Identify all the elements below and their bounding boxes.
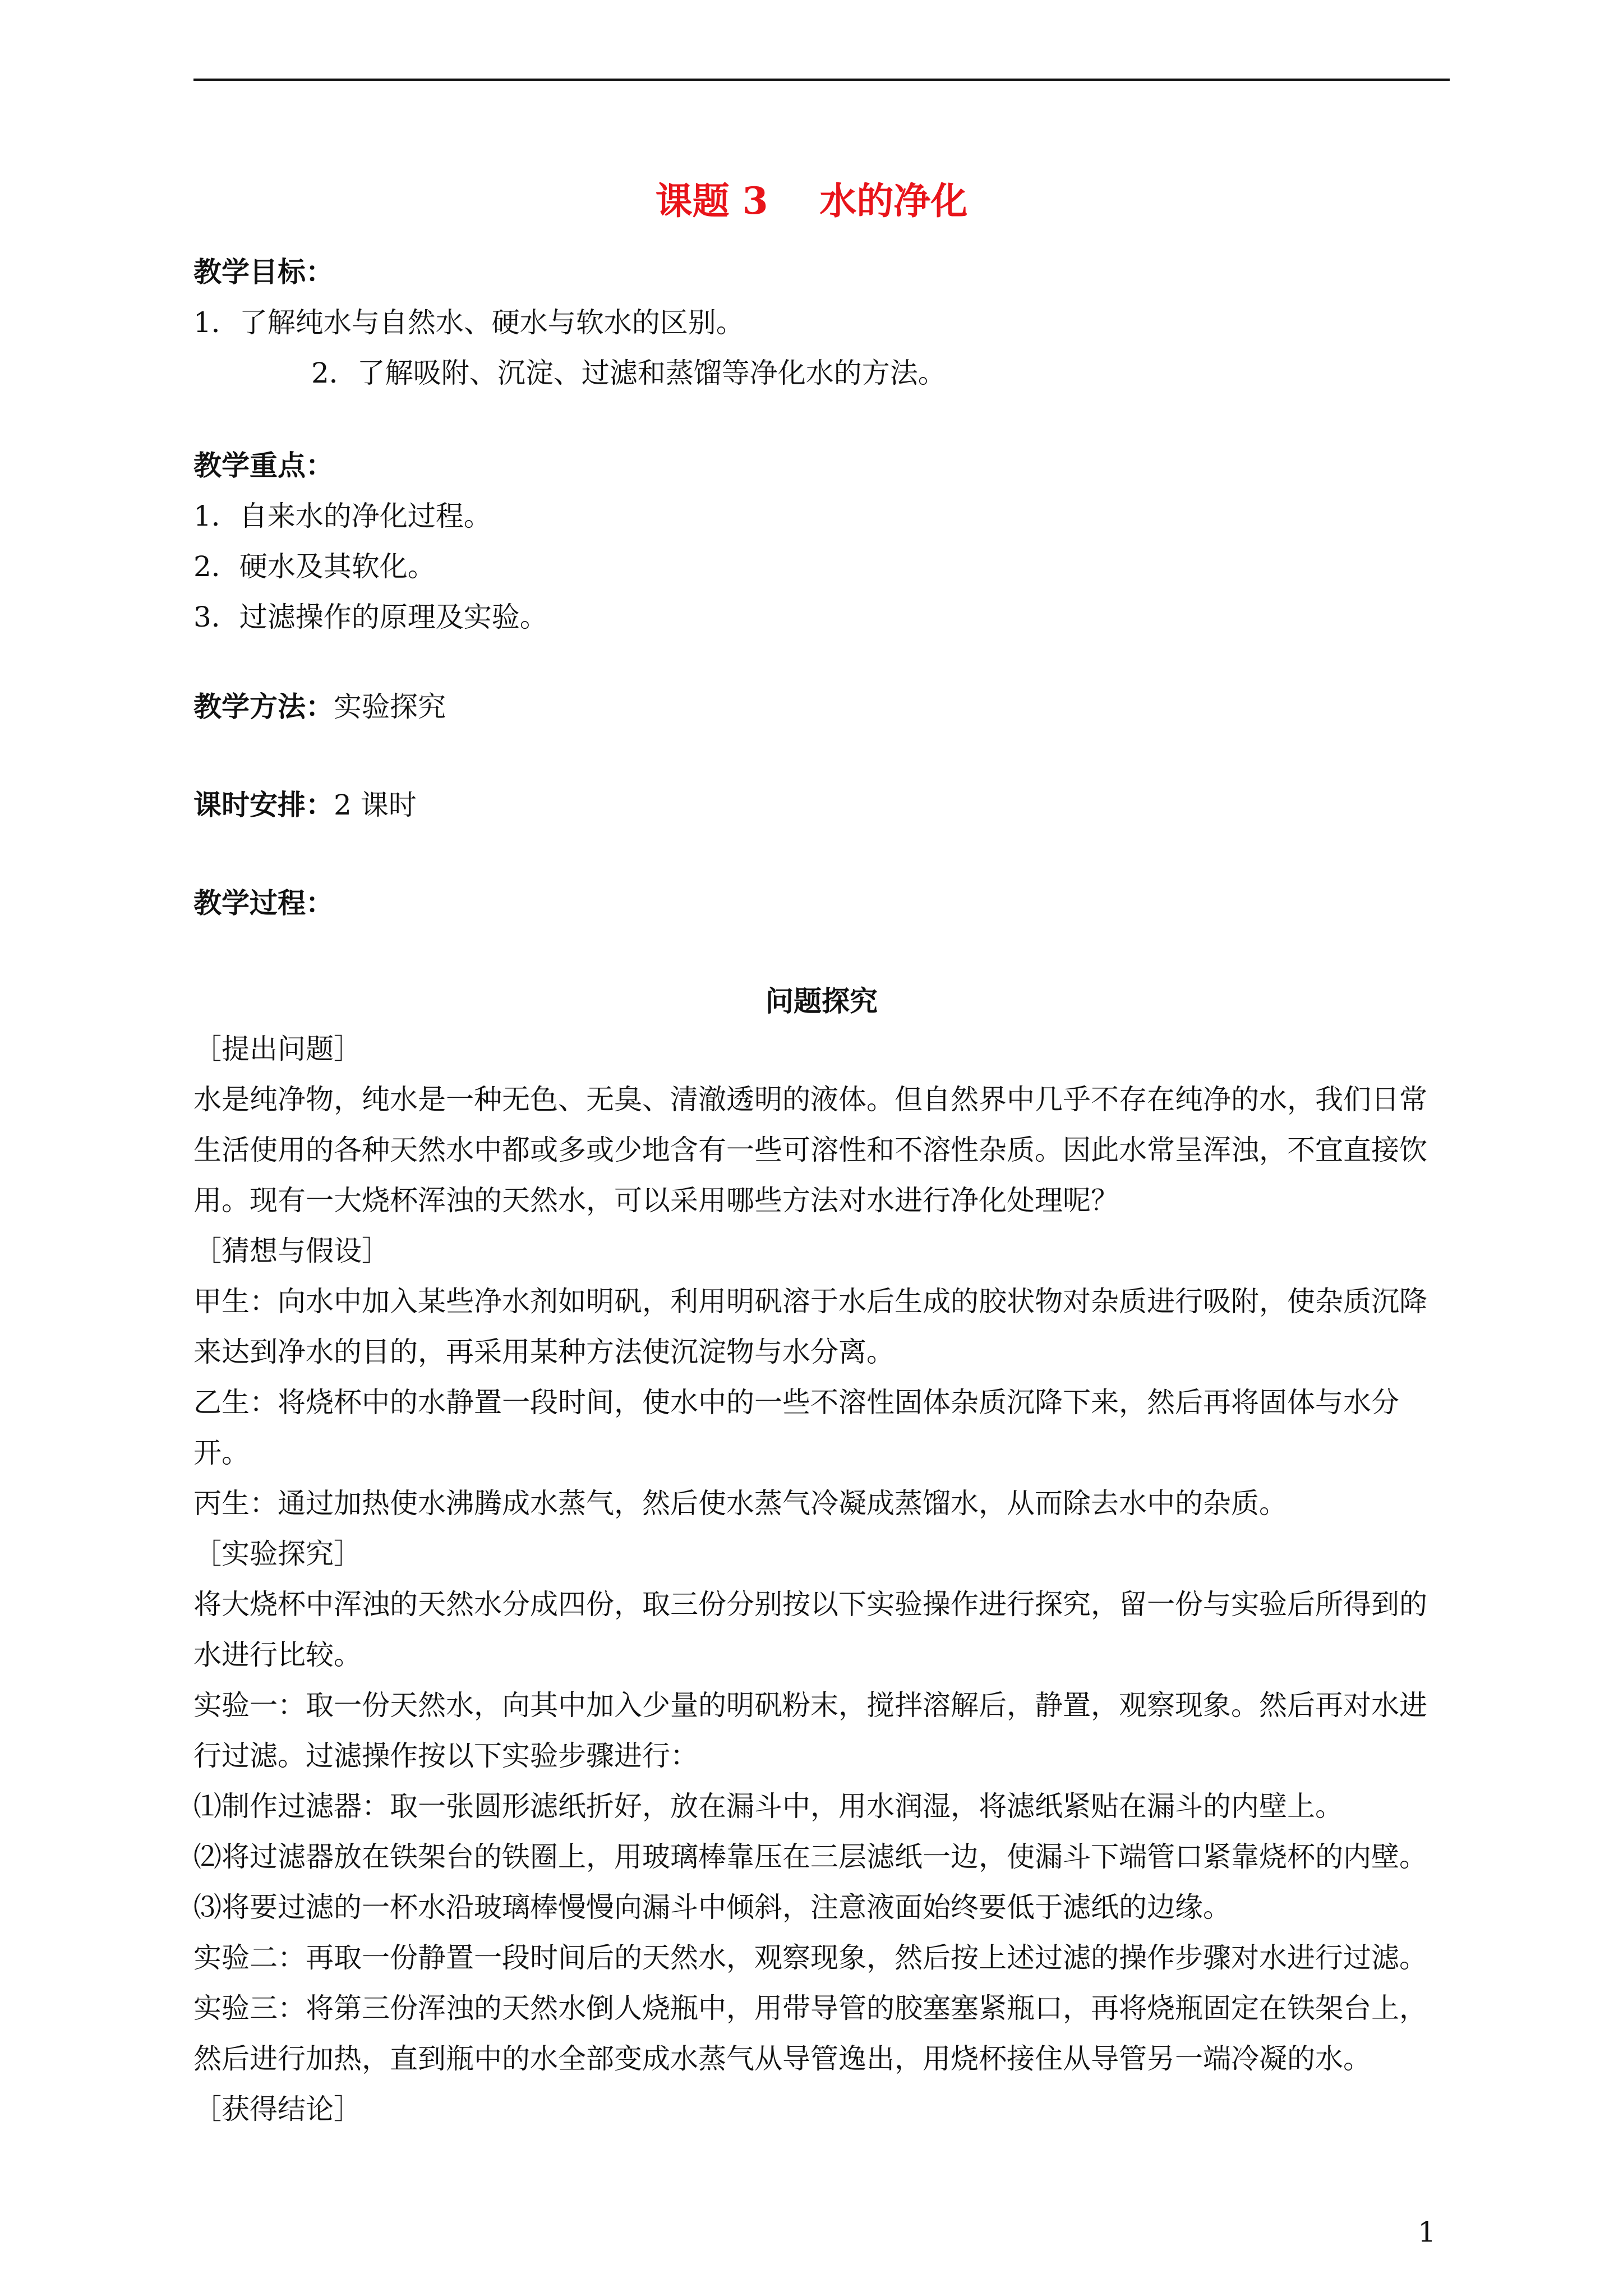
body-text [193,1024,1450,2134]
step-item: ⑵将过滤器放在铁架台的铁圈上，用玻璃棒靠压在三层滤纸一边，使漏斗下端管口紧靠烧杯的内壁。 [193,1841,1427,1873]
paragraph: 丙生：通过加热使水沸腾成水蒸气，然后使水蒸气冷凝成蒸馏水，从而除去水中的杂质。 [193,1487,1287,1520]
schedule-line [193,780,1450,830]
keypoint-item: 3．过滤操作的原理及实验。 [193,601,548,633]
method-line [193,682,1450,732]
objective-item: 2．了解吸附、沉淀、过滤和蒸馏等净化水的方法。 [311,357,946,389]
keypoint-item: 1．自来水的净化过程。 [193,500,492,532]
keypoints-heading: 教学重点： [193,449,334,482]
method-label: 教学方法： [193,690,334,723]
section-label: ［猜想与假设］ [193,1235,390,1267]
section-label: ［获得结论］ [193,2093,362,2125]
step-item: ⑴制作过滤器：取一张圆形滤纸折好，放在漏斗中，用水润湿，将滤纸紧贴在漏斗的内壁上。 [193,1790,1343,1823]
header-rule [193,79,1450,81]
keypoint-item: 2．硬水及其软化。 [193,550,436,583]
paragraph: 乙生：将烧杯中的水静置一段时间，使水中的一些不溶性固体杂质沉降下来，然后再将固体与水分开。 [193,1386,1399,1469]
objective-item: 1．了解纯水与自然水、硬水与软水的区别。 [193,306,744,339]
paragraph: 实验二：再取一份静置一段时间后的天然水，观察现象，然后按上述过滤的操作步骤对水进行过滤。 [193,1941,1427,1974]
paragraph: 甲生：向水中加入某些净水剂如明矾，利用明矾溶于水后生成的胶状物对杂质进行吸附，使杂质沉降来达到净水的目的，再采用某种方法使沉淀物与水分离。 [193,1285,1427,1368]
paragraph: 实验三：将第三份浑浊的天然水倒人烧瓶中，用带导管的胶塞塞紧瓶口，再将烧瓶固定在铁架台上，然后进行加热，直到瓶中的水全部变成水蒸气从导管逸出，用烧杯接住从导管另一端冷凝的水。 [193,1992,1427,2075]
step-item: ⑶将要过滤的一杯水沿玻璃棒慢慢向漏斗中倾斜，注意液面始终要低于滤纸的边缘。 [193,1891,1231,1924]
paragraph: 将大烧杯中浑浊的天然水分成四份，取三份分别按以下实验操作进行探究，留一份与实验后所得到的水进行比较。 [193,1588,1427,1671]
schedule-value: 2 课时 [334,789,417,821]
objectives-section [193,247,1450,398]
keypoints-section [193,440,1450,642]
process-heading: 教学过程： [193,886,334,919]
page-title: 课题 3 水的净化 [655,179,968,223]
section-label: ［提出问题］ [193,1033,362,1065]
section-label: ［实验探究］ [193,1538,362,1570]
method-value: 实验探究 [334,691,446,723]
paragraph: 实验一：取一份天然水，向其中加入少量的明矾粉末，搅拌溶解后，静置，观察现象。然后再对水进行过滤。过滤操作按以下实验步骤进行： [193,1689,1427,1772]
section-title: 问题探究 [766,984,878,1018]
objectives-heading: 教学目标： [193,255,334,288]
schedule-label: 课时安排： [193,788,334,821]
page-number: 1 [1418,2216,1436,2248]
paragraph: 水是纯净物，纯水是一种无色、无臭、清澈透明的液体。但自然界中几乎不存在纯净的水，我们日常生活使用的各种天然水中都或多或少地含有一些可溶性和不溶性杂质。因此水常呈浑浊，不宜直接饮用。现有一大烧杯浑浊的天然水，可以采用哪些方法对水进行净化处理呢？ [193,1083,1427,1217]
